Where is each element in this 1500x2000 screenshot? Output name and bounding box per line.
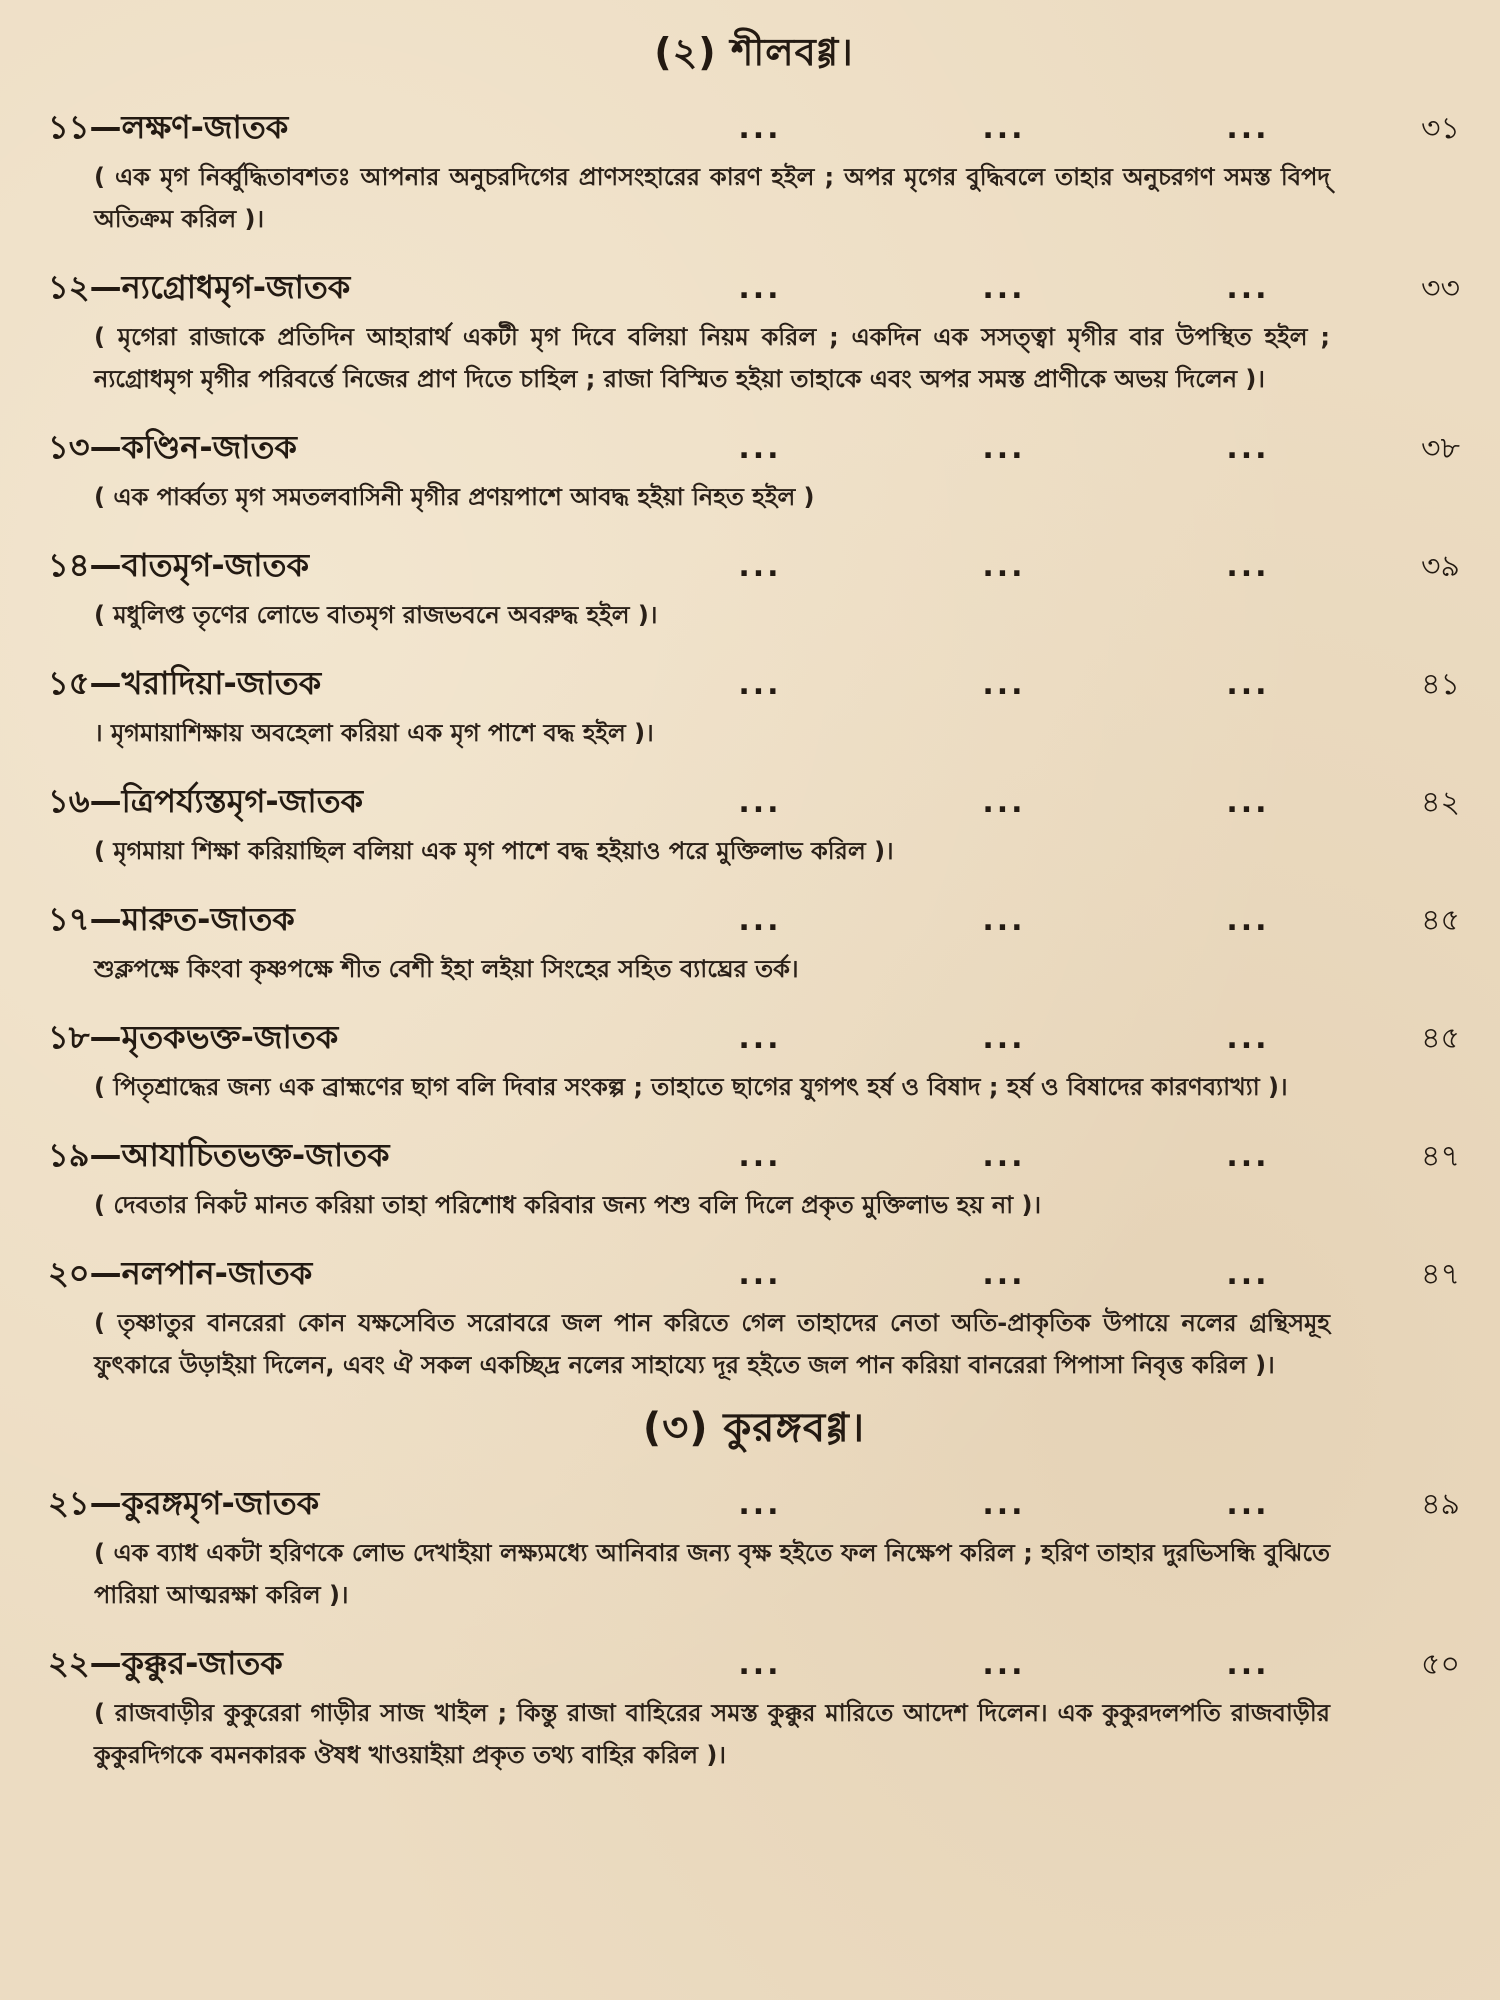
dot-group: ... [982, 1647, 1026, 1682]
dot-group: ... [738, 1257, 782, 1292]
entry-summary: ( মৃগমায়া শিক্ষা করিয়াছিল বলিয়া এক মৃগ পাশে বদ্ধ হইয়াও পরে মুক্তিলাভ করিল )। [94, 837, 894, 865]
dot-group: ... [1226, 1021, 1270, 1056]
entry-heading [48, 264, 1460, 312]
entry-title: ২০—নলপান-জাতক [48, 1254, 313, 1292]
dot-group: ... [738, 549, 782, 584]
toc-entry [48, 1250, 1460, 1386]
leader-dots [638, 1482, 1370, 1528]
dot-group: ... [738, 1487, 782, 1522]
entry-summary: শুক্লপক্ষে কিংবা কৃষ্ণপক্ষে শীত বেশী ইহা লইয়া সিংহের সহিত ব্যাঘ্রের তর্ক। [94, 955, 799, 983]
entry-summary: । মৃগমায়াশিক্ষায় অবহেলা করিয়া এক মৃগ পাশে বদ্ধ হইল )। [94, 719, 654, 747]
toc-entry [48, 542, 1460, 636]
leader-dots [638, 544, 1370, 590]
entry-page-number: ৪৫ [1421, 903, 1460, 938]
entry-page-number: ৪২ [1421, 785, 1460, 820]
entry-heading [48, 104, 1460, 152]
leader-dots [638, 780, 1370, 826]
dot-group: ... [1226, 431, 1270, 466]
entry-heading [48, 1480, 1460, 1528]
section-title-kurangavagga: (৩) কুরঙ্গবগ্গ। [642, 1405, 866, 1451]
entry-title: ১৪—বাতমৃগ-জাতক [48, 546, 309, 584]
toc-entry [48, 1014, 1460, 1108]
entry-title: ২২—কুক্কুর-জাতক [48, 1644, 283, 1682]
entry-heading [48, 896, 1460, 944]
entry-summary: ( তৃষ্ণাতুর বানরেরা কোন যক্ষসেবিত সরোবরে জল পান করিতে গেল তাহাদের নেতা অতি-প্রাকৃতিক উপায়ে নলের গ্রন্থিসমূহ ফুৎকারে উড়াইয়া দিলেন, এবং ঐ সকল একচ্ছিদ্র নলের সাহায্যে দূর হইতে জল পান করিয়া বানরেরা পিপাসা নিবৃত্ত করিল )। [94, 1309, 1330, 1379]
entry-summary: ( পিতৃশ্রাদ্ধের জন্য এক ব্রাহ্মণের ছাগ বলি দিবার সংকল্প ; তাহাতে ছাগের যুগপৎ হর্ষ ও বিষাদ ; হর্ষ ও বিষাদের কারণব্যাখ্যা )। [94, 1073, 1288, 1101]
entry-page-number: ৪৯ [1421, 1487, 1460, 1522]
dot-group: ... [738, 903, 782, 938]
entry-page-number: ৪১ [1421, 667, 1460, 702]
entry-summary: ( মধুলিপ্ত তৃণের লোভে বাতমৃগ রাজভবনে অবরুদ্ধ হইল )। [94, 601, 658, 629]
toc-entry [48, 424, 1460, 518]
leader-dots [638, 106, 1370, 152]
entry-page-number: ৩১ [1421, 111, 1460, 146]
dot-group: ... [982, 549, 1026, 584]
toc-entry [48, 264, 1460, 400]
dot-group: ... [738, 271, 782, 306]
dot-group: ... [738, 785, 782, 820]
dot-group: ... [982, 271, 1026, 306]
dot-group: ... [738, 111, 782, 146]
dot-group: ... [738, 431, 782, 466]
dot-group: ... [982, 1487, 1026, 1522]
leader-dots [638, 662, 1370, 708]
dot-group: ... [738, 1021, 782, 1056]
dot-group: ... [1226, 667, 1270, 702]
dot-group: ... [1226, 271, 1270, 306]
toc-entry [48, 1132, 1460, 1226]
entry-summary: ( এক ব্যাধ একটা হরিণকে লোভ দেখাইয়া লক্ষ্যমধ্যে আনিবার জন্য বৃক্ষ হইতে ফল নিক্ষেপ করিল ; হরিণ তাহার দুরভিসন্ধি বুঝিতে পারিয়া আত্মরক্ষা করিল )। [94, 1539, 1330, 1609]
dot-group: ... [1226, 1487, 1270, 1522]
entry-heading [48, 542, 1460, 590]
toc-entry [48, 1480, 1460, 1616]
entry-page-number: ৪৫ [1421, 1021, 1460, 1056]
entry-title: ১৫—খরাদিয়া-জাতক [48, 664, 322, 702]
section-kurangavagga-entries [48, 1480, 1460, 1776]
dot-group: ... [982, 1021, 1026, 1056]
entry-title: ২১—কুরঙ্গমৃগ-জাতক [48, 1484, 320, 1522]
dot-group: ... [1226, 785, 1270, 820]
toc-entry [48, 660, 1460, 754]
entry-title: ১২—ন্যগ্রোধমৃগ-জাতক [48, 268, 351, 306]
entry-page-number: ৩৩ [1420, 271, 1460, 306]
leader-dots [638, 266, 1370, 312]
dot-group: ... [982, 431, 1026, 466]
dot-group: ... [982, 1257, 1026, 1292]
dot-group: ... [982, 785, 1026, 820]
entry-summary: ( রাজবাড়ীর কুকুরেরা গাড়ীর সাজ খাইল ; কিন্তু রাজা বাহিরের সমস্ত কুক্কুর মারিতে আদেশ দিলেন। এক কুকুরদলপতি রাজবাড়ীর কুকুরদিগকে বমনকারক ঔষধ খাওয়াইয়া প্রকৃত তথ্য বাহির করিল )। [94, 1699, 1330, 1769]
leader-dots [638, 1642, 1370, 1688]
entry-heading [48, 1132, 1460, 1180]
leader-dots [638, 1252, 1370, 1298]
entry-heading [48, 1250, 1460, 1298]
entry-heading [48, 1014, 1460, 1062]
leader-dots [638, 898, 1370, 944]
leader-dots [638, 1134, 1370, 1180]
entry-page-number: ৪৭ [1421, 1139, 1460, 1174]
entry-page-number: ৫০ [1421, 1647, 1460, 1682]
toc-entry [48, 1640, 1460, 1776]
entry-heading [48, 778, 1460, 826]
entry-title: ১১—লক্ষণ-জাতক [48, 108, 289, 146]
dot-group: ... [1226, 1257, 1270, 1292]
entry-page-number: ৩৮ [1421, 431, 1460, 466]
entry-title: ১৬—ত্রিপর্য্যস্তমৃগ-জাতক [48, 782, 364, 820]
entry-page-number: ৪৭ [1421, 1257, 1460, 1292]
dot-group: ... [1226, 903, 1270, 938]
dot-group: ... [1226, 1647, 1270, 1682]
section-shilavagga-entries [48, 104, 1460, 1386]
toc-entry [48, 778, 1460, 872]
entry-title: ১৮—মৃতকভক্ত-জাতক [48, 1018, 339, 1056]
dot-group: ... [1226, 1139, 1270, 1174]
leader-dots [638, 1016, 1370, 1062]
entry-summary: ( মৃগেরা রাজাকে প্রতিদিন আহারার্থ একটী মৃগ দিবে বলিয়া নিয়ম করিল ; একদিন এক সসত্ত্বা মৃগীর বার উপস্থিত হইল ; ন্যগ্রোধমৃগ মৃগীর পরিবর্ত্তে নিজের প্রাণ দিতে চাহিল ; রাজা বিস্মিত হইয়া তাহাকে এবং অপর সমস্ত প্রাণীকে অভয় দিলেন )। [94, 323, 1330, 393]
entry-page-number: ৩৯ [1421, 549, 1460, 584]
dot-group: ... [738, 667, 782, 702]
leader-dots [638, 426, 1370, 472]
entry-title: ১৯—আযাচিতভক্ত-জাতক [48, 1136, 390, 1174]
dot-group: ... [738, 1647, 782, 1682]
section-title-shilavagga: (২) শীলবগ্গ। [654, 30, 854, 74]
dot-group: ... [1226, 111, 1270, 146]
dot-group: ... [982, 111, 1026, 146]
dot-group: ... [738, 1139, 782, 1174]
entry-summary: ( এক পার্ব্বত্য মৃগ সমতলবাসিনী মৃগীর প্রণয়পাশে আবদ্ধ হইয়া নিহত হইল ) [94, 483, 815, 511]
entry-heading [48, 660, 1460, 708]
dot-group: ... [982, 667, 1026, 702]
toc-entry [48, 104, 1460, 240]
entry-summary: ( এক মৃগ নির্ব্বুদ্ধিতাবশতঃ আপনার অনুচরদিগের প্রাণসংহারের কারণ হইল ; অপর মৃগের বুদ্ধিবলে তাহার অনুচরগণ সমস্ত বিপদ্ অতিক্রম করিল )। [94, 163, 1330, 233]
dot-group: ... [1226, 549, 1270, 584]
toc-entry [48, 896, 1460, 990]
entry-title: ১৭—মারুত-জাতক [48, 900, 295, 938]
entry-summary: ( দেবতার নিকট মানত করিয়া তাহা পরিশোধ করিবার জন্য পশু বলি দিলে প্রকৃত মুক্তিলাভ হয় না )। [94, 1191, 1042, 1219]
dot-group: ... [982, 1139, 1026, 1174]
entry-heading [48, 1640, 1460, 1688]
dot-group: ... [982, 903, 1026, 938]
entry-heading [48, 424, 1460, 472]
entry-title: ১৩—কণ্ডিন-জাতক [48, 428, 297, 466]
